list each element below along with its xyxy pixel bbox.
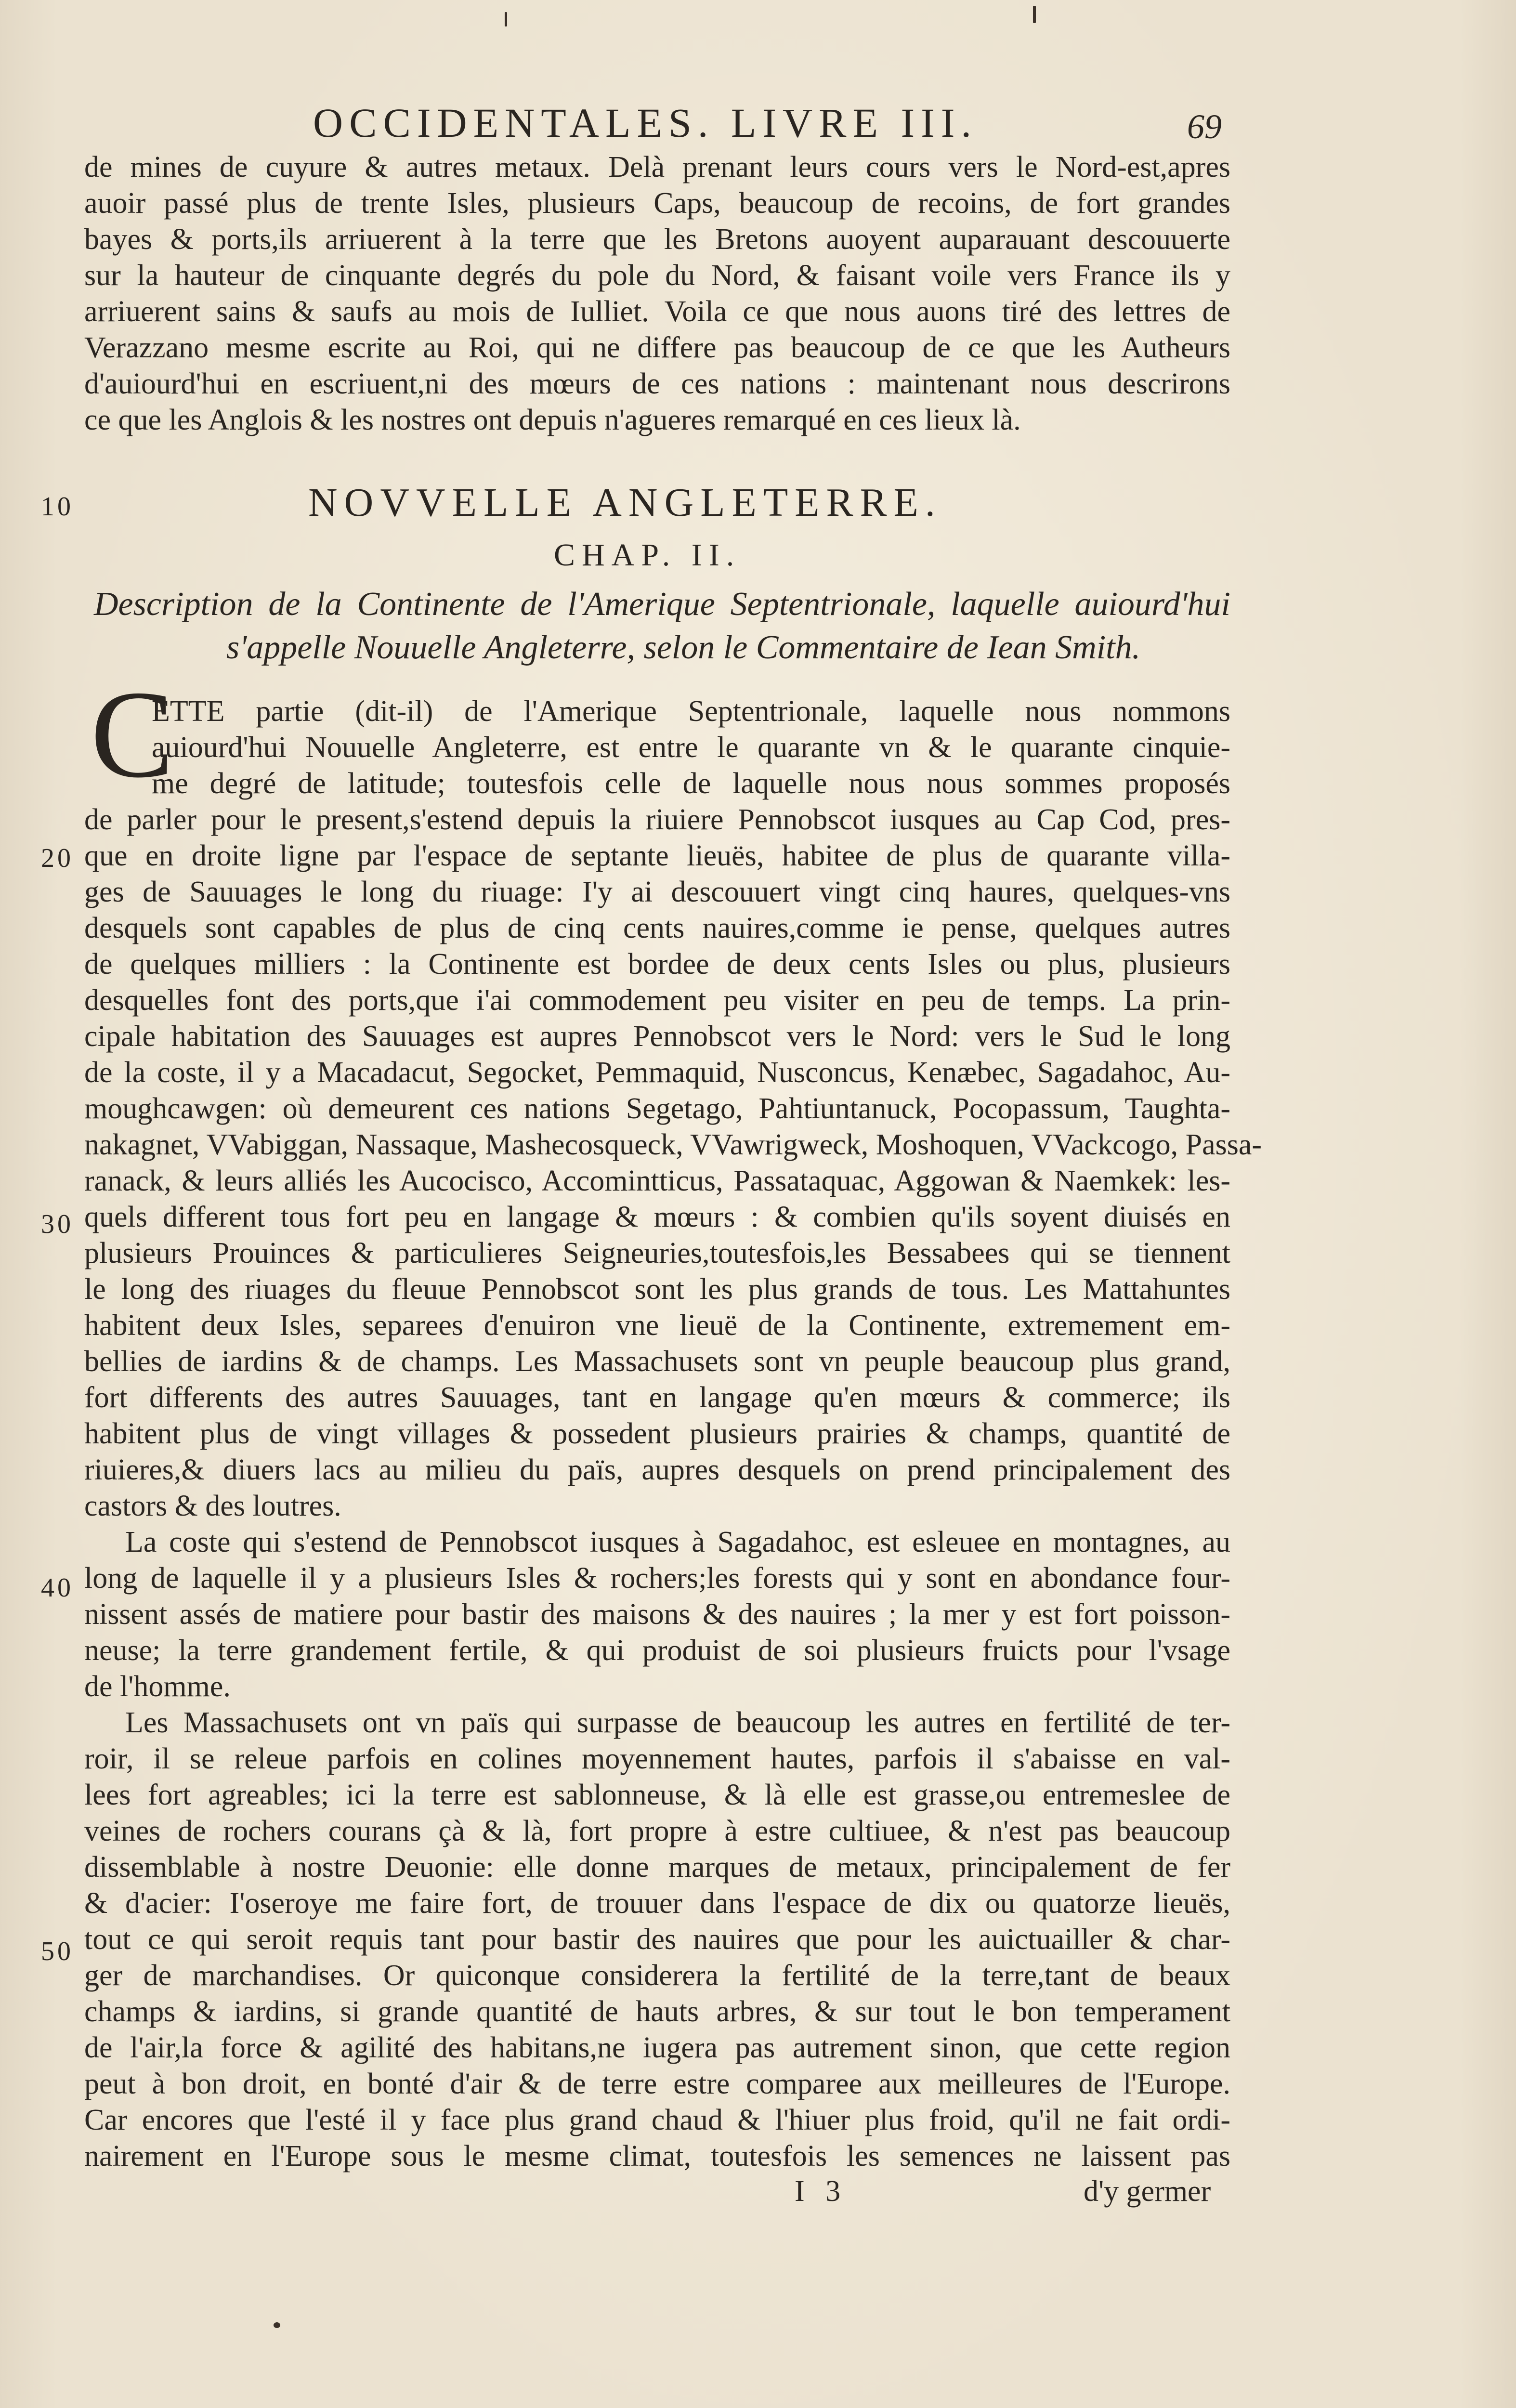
ink-speck: [274, 2322, 280, 2328]
text-line: ges de Sauuages le long du riuage: I'y ai descouuert vingt cinq haures, quelques-vns: [84, 876, 1230, 908]
text-line: habitent plus de vingt villages & possedent plusieurs prairies & champs, quantité de: [84, 1417, 1230, 1450]
text-line: Car encores que l'esté il y face plus grand chaud & l'hiuer plus froid, qu'il ne fait ordi-: [84, 2104, 1230, 2136]
text-line: sur la hauteur de cinquante degrés du pole du Nord, & faisant voile vers France ils y: [84, 259, 1230, 292]
text-line: desquels sont capables de plus de cinq cents nauires,comme ie pense, quelques autres: [84, 912, 1230, 944]
text-line: fort differents des autres Sauuages, tant en langage qu'en mœurs & commerce; ils: [84, 1381, 1230, 1414]
text-line: nissent assés de matiere pour bastir des maisons & des nauires ; la mer y est fort poisson-: [84, 1598, 1230, 1631]
ink-speck: [505, 12, 507, 26]
text-line: dissemblable à nostre Deuonie: elle donne marques de metaux, principalement de fer: [84, 1851, 1230, 1884]
section-title: NOVVELLE ANGLETERRE.: [308, 480, 942, 525]
ink-speck: [1033, 6, 1036, 23]
text-line: auiourd'hui Nouuelle Angleterre, est entre le quarante vn & le quarante cinquie-: [152, 731, 1230, 764]
text-line: le long des riuages du fleuue Pennobscot sont les plus grands de tous. Les Mattahuntes: [84, 1273, 1230, 1306]
text-line: quels different tous fort peu en langage & mœurs : & combien qu'ils soyent diuisés en: [84, 1201, 1230, 1233]
text-line: bayes & ports,ils arriuerent à la terre que les Bretons auoyent auparauant descouuerte: [84, 223, 1230, 256]
text-line: neuse; la terre grandement fertile, & qui produist de soi plusieurs fruicts pour l'vsage: [84, 1634, 1230, 1667]
text-line: ger de marchandises. Or quiconque considerera la fertilité de la terre,tant de beaux: [84, 1959, 1230, 1992]
text-line: & d'acier: I'oseroye me faire fort, de trouuer dans l'espace de dix ou quatorze lieuës,: [84, 1887, 1230, 1920]
running-head: OCCIDENTALES. LIVRE III.: [313, 100, 978, 146]
text-line: de mines de cuyure & autres metaux. Delà prenant leurs cours vers le Nord-est,apres: [84, 151, 1230, 183]
margin-line-number: 40: [41, 1573, 74, 1603]
text-line: ranack, & leurs alliés les Aucocisco, Accomintticus, Passataquac, Aggowan & Naemkek: les-: [84, 1165, 1230, 1197]
text-line: riuieres,& diuers lacs au milieu du païs, aupres desquels on prend principalement des: [84, 1453, 1230, 1486]
catchword: d'y germer: [1084, 2175, 1211, 2208]
text-line: roir, il se releue parfois en colines moyennement hautes, parfois il s'abaisse en val-: [84, 1742, 1230, 1775]
text-line: que en droite ligne par l'espace de septante lieuës, habitee de plus de quarante villa-: [84, 839, 1230, 872]
text-line: bellies de iardins & de champs. Les Massachusets sont vn peuple beaucoup plus grand,: [84, 1345, 1230, 1378]
chapter-body: [84, 694, 1262, 2174]
text-line: d'auiourd'hui en escriuent,ni des mœurs de ces nations : maintenant nous descrirons: [84, 367, 1230, 400]
text-line: veines de rochers courans çà & là, fort propre à estre cultiuee, & n'est pas beaucoup: [84, 1815, 1230, 1847]
text-line: de la coste, il y a Macadacut, Segocket, Pemmaquid, Nusconcus, Kenæbec, Sagadahoc, Au-: [84, 1056, 1230, 1089]
text-line: Verazzano mesme escrite au Roi, qui ne differe pas beaucoup de ce que les Autheurs: [84, 331, 1230, 364]
text-line: me degré de latitude; toutesfois celle de laquelle nous nous sommes proposés: [152, 767, 1230, 800]
text-line: La coste qui s'estend de Pennobscot iusques à Sagadahoc, est esleuee en montagnes, au: [125, 1526, 1230, 1558]
page-number: 69: [1187, 107, 1222, 146]
text-line: tout ce qui seroit requis tant pour bastir des nauires que pour les auictuailler & char-: [84, 1923, 1230, 1956]
text-line: peut à bon droit, en bonté d'air & de terre estre comparee aux meilleures de l'Europe.: [84, 2068, 1230, 2100]
text-line: plusieurs Prouinces & particulieres Seigneuries,toutesfois,les Bessabees qui se tiennent: [84, 1237, 1230, 1269]
signature-mark: I 3: [795, 2175, 848, 2208]
chapter-summary-line-1: Description de la Continente de l'Amerique Septentrionale, laquelle auiourd'hui: [94, 586, 1230, 623]
text-line: ETTE partie (dit-il) de l'Amerique Septentrionale, laquelle nous nommons: [152, 695, 1230, 728]
text-line: lees fort agreables; ici la terre est sablonneuse, & là elle est grasse,ou entremeslee de: [84, 1779, 1230, 1811]
text-line: de l'air,la force & agilité des habitans,ne iugera pas autrement sinon, que cette region: [84, 2031, 1230, 2064]
margin-line-number: 30: [41, 1209, 74, 1239]
text-line: nairement en l'Europe sous le mesme climat, toutesfois les semences ne laissent pas: [84, 2140, 1230, 2172]
text-line: auoir passé plus de trente Isles, plusieurs Caps, beaucoup de recoins, de fort grandes: [84, 187, 1230, 220]
text-line: habitent deux Isles, separees d'enuiron vne lieuë de la Continente, extremement em-: [84, 1309, 1230, 1342]
chapter-heading: CHAP. II.: [554, 537, 741, 573]
text-line: champs & iardins, si grande quantité de hauts arbres, & sur tout le bon temperament: [84, 1995, 1230, 2028]
text-line: moughcawgen: où demeurent ces nations Segetago, Pahtiuntanuck, Pocopassum, Taughta-: [84, 1092, 1230, 1125]
text-line: arriuerent sains & saufs au mois de Iulliet. Voila ce que nous auons tiré des lettres de: [84, 295, 1230, 328]
text-line: de l'homme.: [84, 1670, 231, 1703]
text-line: de quelques milliers : la Continente est bordee de deux cents Isles ou plus, plusieurs: [84, 948, 1230, 981]
drop-cap: C: [91, 665, 174, 804]
margin-line-number: 10: [41, 492, 74, 522]
text-line: Les Massachusets ont vn païs qui surpasse de beaucoup les autres en fertilité de ter-: [125, 1706, 1230, 1739]
text-line: cipale habitation des Sauuages est aupres Pennobscot vers le Nord: vers le Sud le long: [84, 1020, 1230, 1053]
text-line: nakagnet, VVabiggan, Nassaque, Mashecosqueck, VVawrigweck, Moshoquen, VVackcogo, Passa-: [84, 1128, 1262, 1161]
chapter-summary-line-2: s'appelle Nouuelle Angleterre, selon le Commentaire de Iean Smith.: [226, 629, 1141, 666]
text-line: ce que les Anglois & les nostres ont depuis n'agueres remarqué en ces lieux là.: [84, 404, 1021, 436]
text-line: desquelles font des ports,que i'ai commodement peu visiter en peu de temps. La prin-: [84, 984, 1230, 1017]
margin-line-number: 50: [41, 1937, 74, 1966]
text-line: de parler pour le present,s'estend depuis la riuiere Pennobscot iusques au Cap Cod, pres-: [84, 803, 1230, 836]
margin-line-number: 20: [41, 843, 74, 873]
intro-paragraph: [84, 149, 1230, 438]
text-line: castors & des loutres.: [84, 1490, 341, 1522]
text-line: long de laquelle il y a plusieurs Isles & rochers;les forests qui y sont en abondance four-: [84, 1562, 1230, 1595]
